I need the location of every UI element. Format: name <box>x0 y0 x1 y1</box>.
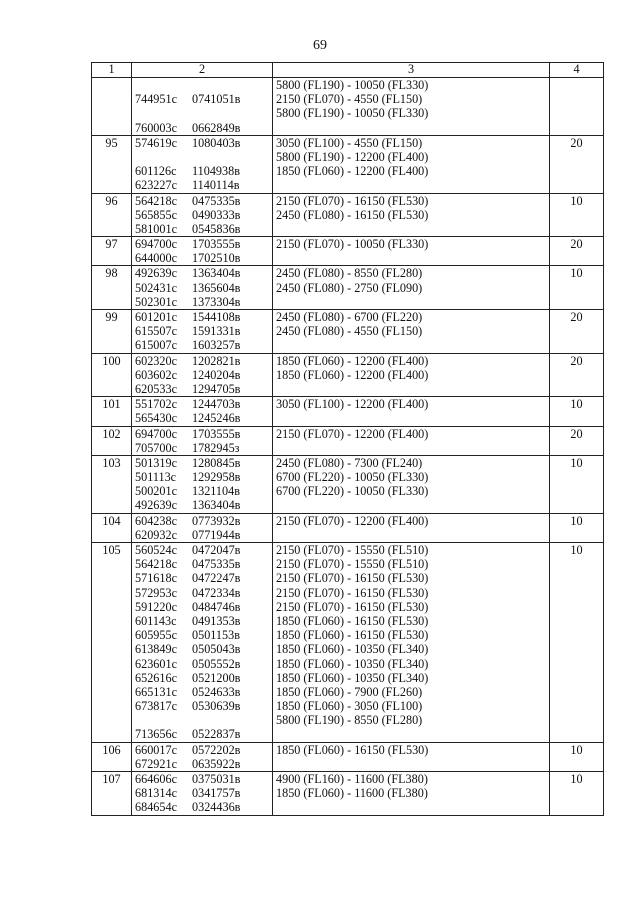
altitude-range: 1850 (FL060) - 11600 (FL380) <box>276 786 428 801</box>
table-row <box>92 78 604 136</box>
altitude-range: 2450 (FL080) - 6700 (FL220) <box>276 310 423 324</box>
longitude: 1294705в <box>192 381 241 396</box>
latitude: 591220c <box>135 599 177 614</box>
coordinates-cell <box>132 135 273 193</box>
altitude-range: 2150 (FL070) - 16150 (FL530) <box>276 193 429 208</box>
value-cell <box>550 78 604 136</box>
latitude: 501319c <box>135 455 177 470</box>
latitude: 500201c <box>135 484 177 499</box>
table-row <box>92 543 604 743</box>
altitude-levels-cell <box>273 353 550 397</box>
longitude: 0472247в <box>192 571 241 586</box>
coordinate-pair <box>135 397 269 411</box>
row-number: 107 <box>92 772 132 816</box>
longitude: 1703555в <box>192 237 241 252</box>
latitude: 660017c <box>135 742 177 757</box>
coordinate-pair <box>135 382 269 396</box>
altitude-range: 1850 (FL060) - 12200 (FL400) <box>276 367 429 382</box>
altitude-range: 2450 (FL080) - 2750 (FL090) <box>276 280 423 295</box>
coordinate-pair <box>135 266 269 280</box>
latitude: 684654c <box>135 800 177 815</box>
altitude-levels-cell <box>273 543 550 743</box>
coordinate-pair <box>135 657 269 671</box>
coordinate-pair <box>135 281 269 295</box>
value-cell: 10 <box>550 193 604 237</box>
altitude-range: 1850 (FL060) - 12200 (FL400) <box>276 164 429 179</box>
longitude: 1080403в <box>192 135 241 150</box>
altitude-levels-cell <box>273 237 550 266</box>
longitude: 1140114в <box>192 178 240 193</box>
latitude: 694700c <box>135 237 177 252</box>
altitude-range: 2150 (FL070) - 4550 (FL150) <box>276 92 423 107</box>
value-cell: 10 <box>550 266 604 310</box>
coordinate-pair <box>135 713 269 727</box>
coordinate-pair <box>135 150 269 164</box>
altitude-range: 1850 (FL060) - 16150 (FL530) <box>276 613 429 628</box>
coordinate-pair <box>135 237 269 251</box>
table-header-row <box>92 63 604 78</box>
coordinate-pair <box>135 164 269 178</box>
longitude: 1603257в <box>192 338 241 353</box>
altitude-levels-cell <box>273 426 550 455</box>
altitude-range: 2150 (FL070) - 12200 (FL400) <box>276 513 429 528</box>
row-number: 97 <box>92 237 132 266</box>
latitude: 681314c <box>135 786 177 801</box>
table-row <box>92 193 604 237</box>
altitude-levels-cell <box>273 78 550 136</box>
coordinate-pair <box>135 295 269 309</box>
altitude-range: 5800 (FL190) - 12200 (FL400) <box>276 149 429 164</box>
latitude: 560524c <box>135 543 177 557</box>
coordinate-pair <box>135 251 269 265</box>
latitude: 574619c <box>135 135 177 150</box>
coordinate-pair <box>135 354 269 368</box>
column-header-1: 1 <box>92 63 132 78</box>
latitude: 615507c <box>135 324 177 339</box>
value-cell: 20 <box>550 310 604 354</box>
altitude-range: 1850 (FL060) - 10350 (FL340) <box>276 656 429 671</box>
altitude-levels-cell <box>273 135 550 193</box>
row-number: 100 <box>92 353 132 397</box>
coordinates-cell <box>132 742 273 771</box>
altitude-range: 3050 (FL100) - 4550 (FL150) <box>276 135 423 150</box>
value-cell: 10 <box>550 772 604 816</box>
row-number: 104 <box>92 513 132 542</box>
longitude: 0491353в <box>192 613 241 628</box>
coordinate-pair <box>135 727 269 741</box>
coordinate-pair <box>135 484 269 498</box>
longitude: 0773932в <box>192 513 241 528</box>
altitude-range: 6700 (FL220) - 10050 (FL330) <box>276 484 429 499</box>
coordinate-pair <box>135 699 269 713</box>
latitude: 604238c <box>135 513 177 528</box>
altitude-range: 1850 (FL060) - 3050 (FL100) <box>276 699 423 714</box>
value-cell: 20 <box>550 135 604 193</box>
latitude: 565855c <box>135 207 177 222</box>
longitude: 1373304в <box>192 294 241 309</box>
latitude: 673817c <box>135 699 177 714</box>
longitude: 0635922в <box>192 756 241 771</box>
altitude-range: 2450 (FL080) - 16150 (FL530) <box>276 207 429 222</box>
row-number: 106 <box>92 742 132 771</box>
latitude: 620533c <box>135 381 177 396</box>
latitude: 744951c <box>135 92 177 107</box>
table-row <box>92 266 604 310</box>
longitude: 1365604в <box>192 280 241 295</box>
coordinates-cell <box>132 397 273 426</box>
longitude: 1591331в <box>192 324 241 339</box>
altitude-range: 5800 (FL190) - 10050 (FL330) <box>276 106 429 121</box>
longitude: 0472047в <box>192 543 241 557</box>
latitude: 501113c <box>135 470 177 485</box>
coordinate-pair <box>135 800 269 814</box>
coordinate-pair <box>135 557 269 571</box>
coordinates-cell <box>132 266 273 310</box>
coordinates-cell <box>132 543 273 743</box>
latitude: 564218c <box>135 557 177 572</box>
altitude-range: 1850 (FL060) - 16150 (FL530) <box>276 628 429 643</box>
latitude <box>135 78 192 92</box>
coordinates-cell <box>132 455 273 513</box>
coordinate-pair <box>135 121 269 135</box>
column-header-4: 4 <box>550 63 604 78</box>
coordinate-pair <box>135 324 269 338</box>
value-cell: 10 <box>550 455 604 513</box>
altitude-range: 2450 (FL080) - 7300 (FL240) <box>276 455 423 470</box>
longitude: 0505552в <box>192 656 241 671</box>
longitude: 0530639в <box>192 699 241 714</box>
row-number: 96 <box>92 193 132 237</box>
longitude: 1104938в <box>192 164 240 179</box>
value-cell: 10 <box>550 543 604 743</box>
longitude: 1292958в <box>192 470 241 485</box>
altitude-range: 2150 (FL070) - 16150 (FL530) <box>276 599 429 614</box>
coordinate-pair <box>135 498 269 512</box>
latitude <box>135 106 192 120</box>
airspace-table <box>91 62 604 816</box>
altitude-range: 2450 (FL080) - 8550 (FL280) <box>276 266 423 281</box>
longitude: 0771944в <box>192 527 241 542</box>
longitude: 0741051в <box>192 92 241 107</box>
table-row <box>92 353 604 397</box>
row-number <box>92 78 132 136</box>
coordinate-pair <box>135 628 269 642</box>
latitude: 601201c <box>135 310 177 324</box>
altitude-range: 1850 (FL060) - 10350 (FL340) <box>276 642 429 657</box>
table-row <box>92 310 604 354</box>
coordinate-pair <box>135 600 269 614</box>
coordinates-cell <box>132 426 273 455</box>
coordinate-pair <box>135 743 269 757</box>
latitude: 694700c <box>135 426 177 441</box>
longitude: 0475335в <box>192 193 241 208</box>
altitude-levels-cell <box>273 772 550 816</box>
column-header-2: 2 <box>132 63 273 78</box>
coordinate-pair <box>135 208 269 222</box>
latitude: 502431c <box>135 280 177 295</box>
value-cell: 10 <box>550 397 604 426</box>
coordinate-pair <box>135 470 269 484</box>
longitude: 1702510в <box>192 251 241 266</box>
coordinate-pair <box>135 178 269 192</box>
latitude: 572953c <box>135 585 177 600</box>
coordinate-pair <box>135 427 269 441</box>
longitude: 1240204в <box>192 367 241 382</box>
row-number: 105 <box>92 543 132 743</box>
altitude-range: 2150 (FL070) - 10050 (FL330) <box>276 237 429 252</box>
latitude: 603602c <box>135 367 177 382</box>
longitude: 1782945з <box>192 440 240 455</box>
longitude: 0484746в <box>192 599 241 614</box>
coordinate-pair <box>135 543 269 557</box>
altitude-levels-cell <box>273 266 550 310</box>
latitude: 601126c <box>135 164 177 179</box>
longitude: 0472334в <box>192 585 241 600</box>
table-row <box>92 397 604 426</box>
latitude: 492639c <box>135 498 177 513</box>
coordinate-pair <box>135 368 269 382</box>
coordinate-pair <box>135 642 269 656</box>
value-cell: 20 <box>550 353 604 397</box>
value-cell: 10 <box>550 742 604 771</box>
table-row <box>92 237 604 266</box>
coordinate-pair <box>135 456 269 470</box>
latitude: 551702c <box>135 397 177 412</box>
longitude: 1202821в <box>192 353 241 368</box>
latitude: 620932c <box>135 527 177 542</box>
table-row <box>92 455 604 513</box>
longitude: 1244703в <box>192 397 241 412</box>
coordinates-cell <box>132 78 273 136</box>
longitude: 0572202в <box>192 742 241 757</box>
altitude-levels-cell <box>273 513 550 542</box>
latitude: 623601c <box>135 656 177 671</box>
row-number: 99 <box>92 310 132 354</box>
value-cell: 20 <box>550 237 604 266</box>
altitude-levels-cell <box>273 455 550 513</box>
longitude: 0505043в <box>192 642 241 657</box>
value-cell: 10 <box>550 513 604 542</box>
altitude-range: 1850 (FL060) - 16150 (FL530) <box>276 742 429 757</box>
coordinate-pair <box>135 786 269 800</box>
latitude: 601143c <box>135 613 177 628</box>
altitude-levels-cell <box>273 742 550 771</box>
longitude: 0501153в <box>192 628 240 643</box>
altitude-range: 3050 (FL100) - 12200 (FL400) <box>276 397 429 412</box>
longitude: 0490333в <box>192 207 241 222</box>
latitude: 602320c <box>135 353 177 368</box>
coordinate-pair <box>135 528 269 542</box>
coordinate-pair <box>135 757 269 771</box>
altitude-range: 5800 (FL190) - 8550 (FL280) <box>276 713 423 728</box>
latitude: 571618c <box>135 571 177 586</box>
coordinate-pair <box>135 571 269 585</box>
row-number: 98 <box>92 266 132 310</box>
altitude-range: 2150 (FL070) - 15550 (FL510) <box>276 557 429 572</box>
latitude: 492639c <box>135 266 177 281</box>
row-number: 102 <box>92 426 132 455</box>
latitude: 605955c <box>135 628 177 643</box>
coordinates-cell <box>132 310 273 354</box>
coordinate-pair <box>135 586 269 600</box>
row-number: 95 <box>92 135 132 193</box>
latitude: 613849c <box>135 642 177 657</box>
coordinate-pair <box>135 222 269 236</box>
altitude-range: 5800 (FL190) - 10050 (FL330) <box>276 78 429 92</box>
latitude: 652616c <box>135 670 177 685</box>
altitude-range: 4900 (FL160) - 11600 (FL380) <box>276 772 428 786</box>
altitude-range: 1850 (FL060) - 10350 (FL340) <box>276 670 429 685</box>
table-row <box>92 742 604 771</box>
latitude: 705700c <box>135 440 177 455</box>
longitude: 0524633в <box>192 684 241 699</box>
coordinate-pair <box>135 194 269 208</box>
longitude: 1703555в <box>192 426 241 441</box>
page-number: 69 <box>313 38 327 53</box>
latitude <box>135 713 192 727</box>
longitude: 1280845в <box>192 455 241 470</box>
row-number: 103 <box>92 455 132 513</box>
latitude: 664606c <box>135 772 177 786</box>
latitude: 502301c <box>135 294 177 309</box>
coordinates-cell <box>132 193 273 237</box>
longitude: 0475335в <box>192 557 241 572</box>
latitude: 713656c <box>135 727 177 742</box>
coordinate-pair <box>135 411 269 425</box>
latitude: 665131c <box>135 684 177 699</box>
latitude <box>135 150 192 164</box>
altitude-range: 1850 (FL060) - 12200 (FL400) <box>276 353 429 368</box>
latitude: 565430c <box>135 411 177 426</box>
table-body <box>92 78 604 816</box>
coordinate-pair <box>135 685 269 699</box>
altitude-levels-cell <box>273 310 550 354</box>
latitude: 623227c <box>135 178 177 193</box>
latitude: 581001c <box>135 221 177 236</box>
latitude: 672921c <box>135 756 177 771</box>
coordinate-pair <box>135 671 269 685</box>
coordinate-pair <box>135 310 269 324</box>
longitude: 0375031в <box>192 772 241 786</box>
table-row <box>92 426 604 455</box>
longitude: 1363404в <box>192 498 241 513</box>
longitude: 0522837в <box>192 727 241 742</box>
longitude: 0545836в <box>192 221 241 236</box>
coordinate-pair <box>135 92 269 106</box>
coordinate-pair <box>135 514 269 528</box>
altitude-range: 2150 (FL070) - 12200 (FL400) <box>276 426 429 441</box>
table-row <box>92 135 604 193</box>
altitude-range: 2150 (FL070) - 16150 (FL530) <box>276 571 429 586</box>
longitude: 1245246в <box>192 411 241 426</box>
latitude: 644000c <box>135 251 177 266</box>
altitude-range: 2150 (FL070) - 16150 (FL530) <box>276 585 429 600</box>
coordinates-cell <box>132 513 273 542</box>
altitude-levels-cell <box>273 397 550 426</box>
coordinates-cell <box>132 772 273 816</box>
coordinate-pair <box>135 106 269 120</box>
value-cell: 20 <box>550 426 604 455</box>
table-row <box>92 513 604 542</box>
table-row <box>92 772 604 816</box>
longitude: 1321104в <box>192 484 240 499</box>
coordinate-pair <box>135 772 269 786</box>
latitude: 615007c <box>135 338 177 353</box>
longitude: 0662849в <box>192 120 241 135</box>
altitude-levels-cell <box>273 193 550 237</box>
coordinate-pair <box>135 136 269 150</box>
coordinates-cell <box>132 353 273 397</box>
coordinates-cell <box>132 237 273 266</box>
longitude: 1363404в <box>192 266 241 281</box>
coordinate-pair <box>135 441 269 455</box>
longitude: 0324436в <box>192 800 241 815</box>
coordinate-pair <box>135 614 269 628</box>
altitude-range: 1850 (FL060) - 7900 (FL260) <box>276 684 423 699</box>
altitude-range: 2450 (FL080) - 4550 (FL150) <box>276 324 423 339</box>
longitude: 0341757в <box>192 786 241 801</box>
longitude: 0521200в <box>192 670 241 685</box>
column-header-3: 3 <box>273 63 550 78</box>
altitude-range: 6700 (FL220) - 10050 (FL330) <box>276 470 429 485</box>
coordinate-pair <box>135 338 269 352</box>
latitude: 564218c <box>135 193 177 208</box>
row-number: 101 <box>92 397 132 426</box>
latitude: 760003c <box>135 120 177 135</box>
longitude: 1544108в <box>192 310 241 324</box>
coordinate-pair <box>135 78 269 92</box>
altitude-range: 2150 (FL070) - 15550 (FL510) <box>276 543 429 557</box>
